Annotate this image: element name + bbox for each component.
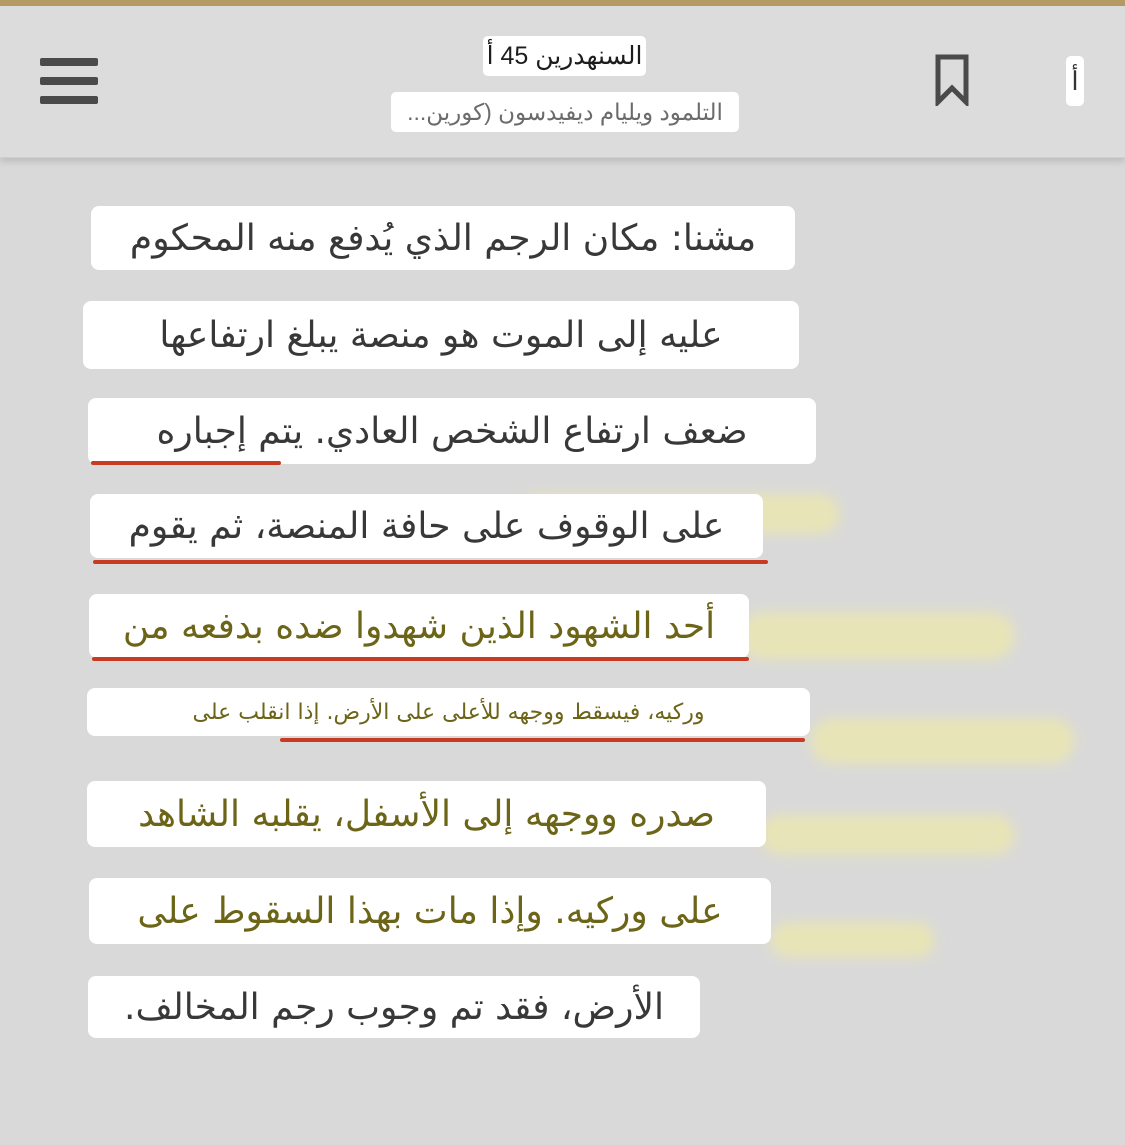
highlight-streak <box>770 922 935 958</box>
text-line-1: مشنا: مكان الرجم الذي يُدفع منه المحكوم <box>91 206 795 270</box>
font-size-button[interactable]: أ <box>1066 56 1084 106</box>
underline-mark <box>91 461 281 465</box>
underline-mark <box>92 657 749 661</box>
page-title[interactable]: السنهدرين 45 أ <box>483 36 646 76</box>
highlight-streak <box>810 718 1075 764</box>
text-line-7: صدره ووجهه إلى الأسفل، يقلبه الشاهد <box>87 781 766 847</box>
text-line-6: وركيه، فيسقط ووجهه للأعلى على الأرض. إذا انقلب على <box>87 688 810 736</box>
text-line-4: على الوقوف على حافة المنصة، ثم يقوم <box>90 494 763 558</box>
highlight-streak <box>740 612 1015 660</box>
menu-icon[interactable] <box>40 58 98 106</box>
text-line-9: الأرض، فقد تم وجوب رجم المخالف. <box>88 976 700 1038</box>
book-subtitle[interactable]: التلمود ويليام ديفيدسون (كورين... <box>391 92 739 132</box>
app-header <box>0 6 1125 158</box>
highlight-streak <box>760 815 1015 855</box>
text-line-5: أحد الشهود الذين شهدوا ضده بدفعه من <box>89 594 749 658</box>
underline-mark <box>280 738 805 742</box>
text-line-2: عليه إلى الموت هو منصة يبلغ ارتفاعها <box>83 301 799 369</box>
bookmark-icon[interactable] <box>934 54 970 106</box>
text-line-3: ضعف ارتفاع الشخص العادي. يتم إجباره <box>88 398 816 464</box>
underline-mark <box>93 560 768 564</box>
text-line-8: على وركيه. وإذا مات بهذا السقوط على <box>89 878 771 944</box>
